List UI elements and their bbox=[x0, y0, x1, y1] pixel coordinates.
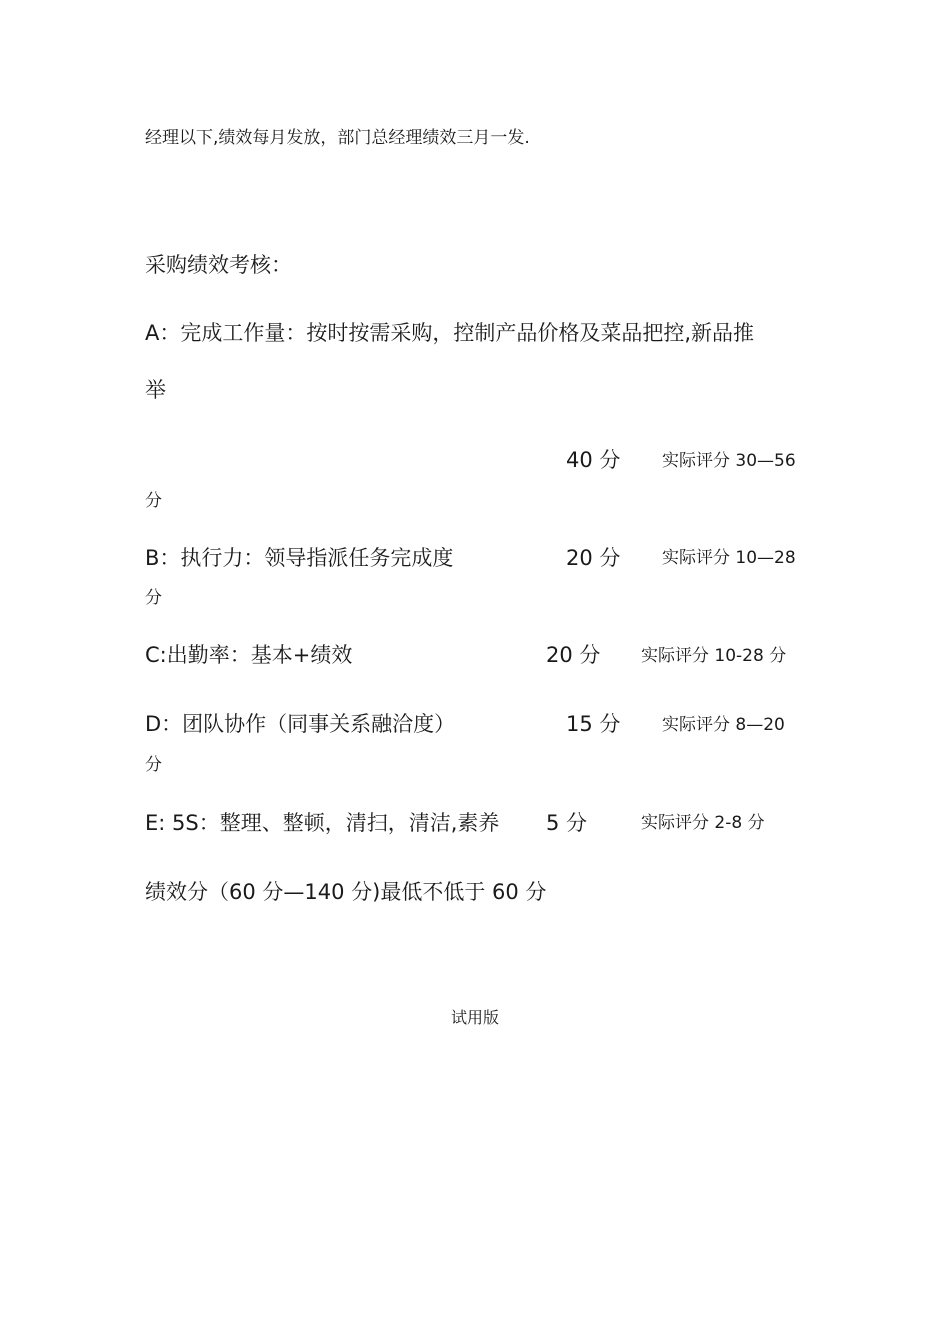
item-d-points: 15 分 bbox=[566, 712, 621, 736]
item-b-range: 实际评分 10—28 bbox=[662, 548, 796, 568]
item-d-range-cont: 分 bbox=[145, 755, 162, 775]
intro-text: 经理以下,绩效每月发放，部门总经理绩效三月一发. bbox=[145, 128, 530, 148]
item-d-label: D：团队协作（同事关系融洽度） bbox=[145, 712, 456, 736]
item-b-label: B：执行力：领导指派任务完成度 bbox=[145, 546, 454, 570]
item-b-range-cont: 分 bbox=[145, 588, 162, 608]
item-e-label: E: 5S：整理、整顿，清扫，清洁,素养 bbox=[145, 811, 500, 835]
section-title: 采购绩效考核： bbox=[145, 253, 292, 277]
item-d-range: 实际评分 8—20 bbox=[662, 715, 785, 735]
footer-watermark: 试用版 bbox=[451, 1008, 500, 1027]
item-e-range: 实际评分 2-8 分 bbox=[641, 813, 765, 833]
item-c-range: 实际评分 10-28 分 bbox=[641, 646, 787, 666]
item-a-points: 40 分 bbox=[566, 448, 621, 472]
item-c-label: C:出勤率：基本+绩效 bbox=[145, 643, 353, 667]
item-a-label: A：完成工作量：按时按需采购，控制产品价格及菜品把控,新品推 bbox=[145, 321, 755, 345]
item-a-range: 实际评分 30—56 bbox=[662, 451, 796, 471]
item-a-label-cont: 举 bbox=[145, 378, 166, 402]
item-c-points: 20 分 bbox=[546, 643, 601, 667]
item-b-points: 20 分 bbox=[566, 546, 621, 570]
item-e-points: 5 分 bbox=[546, 811, 588, 835]
item-a-range-cont: 分 bbox=[145, 491, 162, 511]
summary-text: 绩效分（60 分—140 分)最低不低于 60 分 bbox=[145, 880, 547, 904]
